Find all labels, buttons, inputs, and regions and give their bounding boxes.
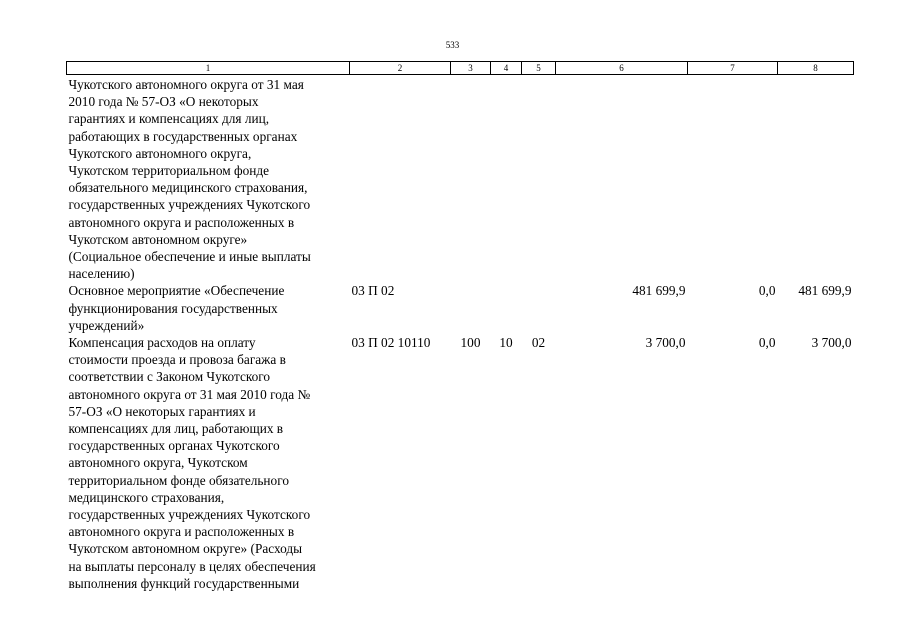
table-row	[67, 334, 854, 592]
row-expense-type	[451, 75, 491, 283]
row-target-article-code	[350, 75, 451, 283]
row-subsection	[522, 75, 556, 283]
column-header-4: 4	[491, 62, 522, 75]
table-row	[67, 75, 854, 283]
column-header-7: 7	[688, 62, 778, 75]
row-target-article-code: 03 П 02	[351, 283, 395, 299]
row-expense-type: 100	[460, 335, 481, 351]
row-target-article-code: 03 П 02 10110	[351, 335, 431, 351]
row-section	[491, 75, 522, 283]
column-number-header-row	[67, 62, 854, 75]
column-header-2: 2	[350, 62, 451, 75]
row-description: Чукотского автономного округа от 31 мая 2010 года № 57-ОЗ «О некоторых гарантиях и компенсациях для лиц, работающих в государственных органах Чукотского автономного округа, Чукотском территориальном фонде обязательного медицинского страхования, государственных учреждениях Чукотского автономного округа и расположенных в Чукотском автономном округе» (Социальное обеспечение и иные выплаты населению)	[68, 77, 311, 282]
row-section	[491, 282, 522, 334]
row-section: 10	[499, 335, 513, 351]
row-amount-col8: 3 700,0	[811, 335, 852, 351]
row-description: Компенсация расходов на оплату стоимости проезда и провоза багажа в соответствии с Законом Чукотского автономного округа от 31 мая 2010 года № 57-ОЗ «О некоторых гарантиях и компенсациях для лиц, работающих в государственных органах Чукотского автономного округа, Чукотском территориальном фонде обязательного медицинского страхования, государственных учреждениях Чукотского автономного округа и расположенных в Чукотском автономном округе» (Расходы на выплаты персоналу в целях обеспечения выполнения функций государственными	[68, 335, 316, 591]
row-amount-col6: 481 699,9	[632, 283, 686, 299]
row-description: Основное мероприятие «Обеспечение функционирования государственных учреждений»	[68, 283, 285, 333]
row-subsection: 02	[531, 335, 546, 351]
row-expense-type	[451, 282, 491, 334]
row-amount-col7	[688, 75, 778, 283]
column-header-3: 3	[451, 62, 491, 75]
column-header-1: 1	[67, 62, 350, 75]
column-header-6: 6	[556, 62, 688, 75]
table-row	[67, 282, 854, 334]
row-amount-col6	[556, 75, 688, 283]
row-subsection	[522, 282, 556, 334]
row-amount-col7: 0,0	[758, 335, 776, 351]
row-amount-col6: 3 700,0	[645, 335, 686, 351]
row-amount-col8: 481 699,9	[798, 283, 852, 299]
page-number: 533	[445, 40, 460, 50]
column-header-5: 5	[522, 62, 556, 75]
column-header-8: 8	[778, 62, 854, 75]
row-amount-col7: 0,0	[758, 283, 776, 299]
budget-table	[66, 61, 854, 592]
row-amount-col8	[778, 75, 854, 283]
